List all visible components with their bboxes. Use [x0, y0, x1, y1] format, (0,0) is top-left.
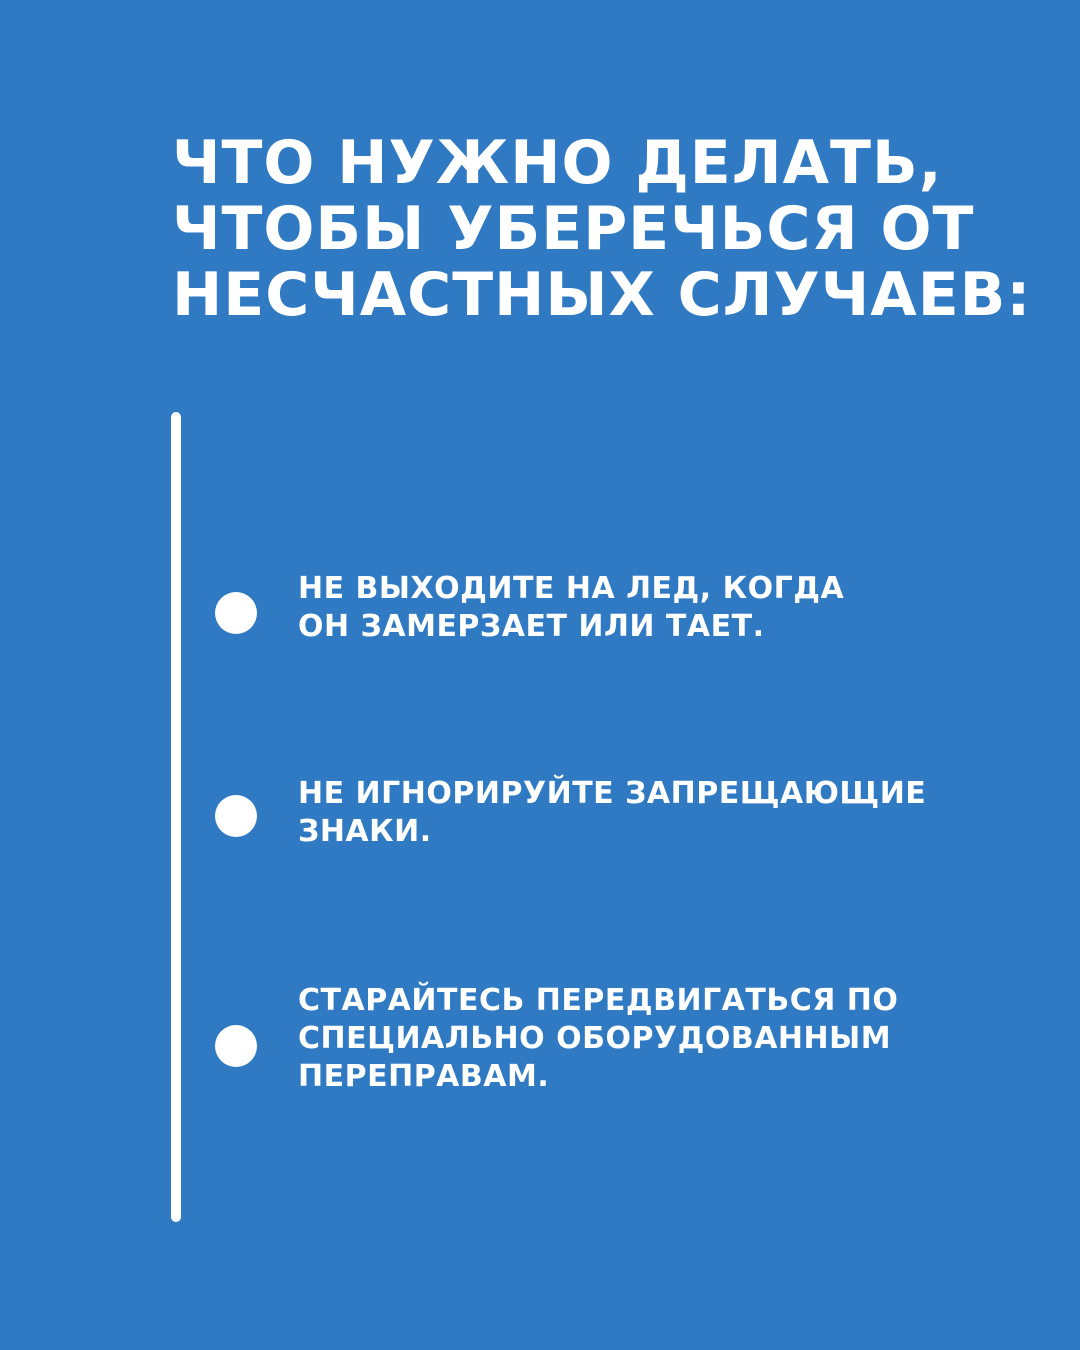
list-item-text	[298, 570, 1018, 646]
title-line: ЧТО НУЖНО ДЕЛАТЬ,	[172, 128, 943, 198]
list-item-line: НЕ ВЫХОДИТЕ НА ЛЕД, КОГДА	[298, 571, 845, 606]
list-item-line: ОН ЗАМЕРЗАЕТ ИЛИ ТАЕТ.	[298, 609, 765, 644]
list-item-line: ПЕРЕПРАВАМ.	[298, 1059, 550, 1094]
timeline-line	[171, 412, 181, 1222]
list-item-line: ЗНАКИ.	[298, 814, 432, 849]
list-item-line: СПЕЦИАЛЬНО ОБОРУДОВАННЫМ	[298, 1021, 892, 1056]
bullet-dot-icon	[215, 795, 257, 837]
list-item-text	[298, 775, 1018, 851]
list-item-text	[298, 982, 1018, 1096]
bullet-dot-icon	[215, 592, 257, 634]
bullet-dot-icon	[215, 1025, 257, 1067]
list-item-line: НЕ ИГНОРИРУЙТЕ ЗАПРЕЩАЮЩИЕ	[298, 776, 927, 811]
title-line: ЧТОБЫ УБЕРЕЧЬСЯ ОТ	[172, 194, 975, 264]
page-title	[172, 128, 1032, 330]
title-line: НЕСЧАСТНЫХ СЛУЧАЕВ:	[172, 260, 1032, 330]
list-item-line: СТАРАЙТЕСЬ ПЕРЕДВИГАТЬСЯ ПО	[298, 983, 899, 1018]
